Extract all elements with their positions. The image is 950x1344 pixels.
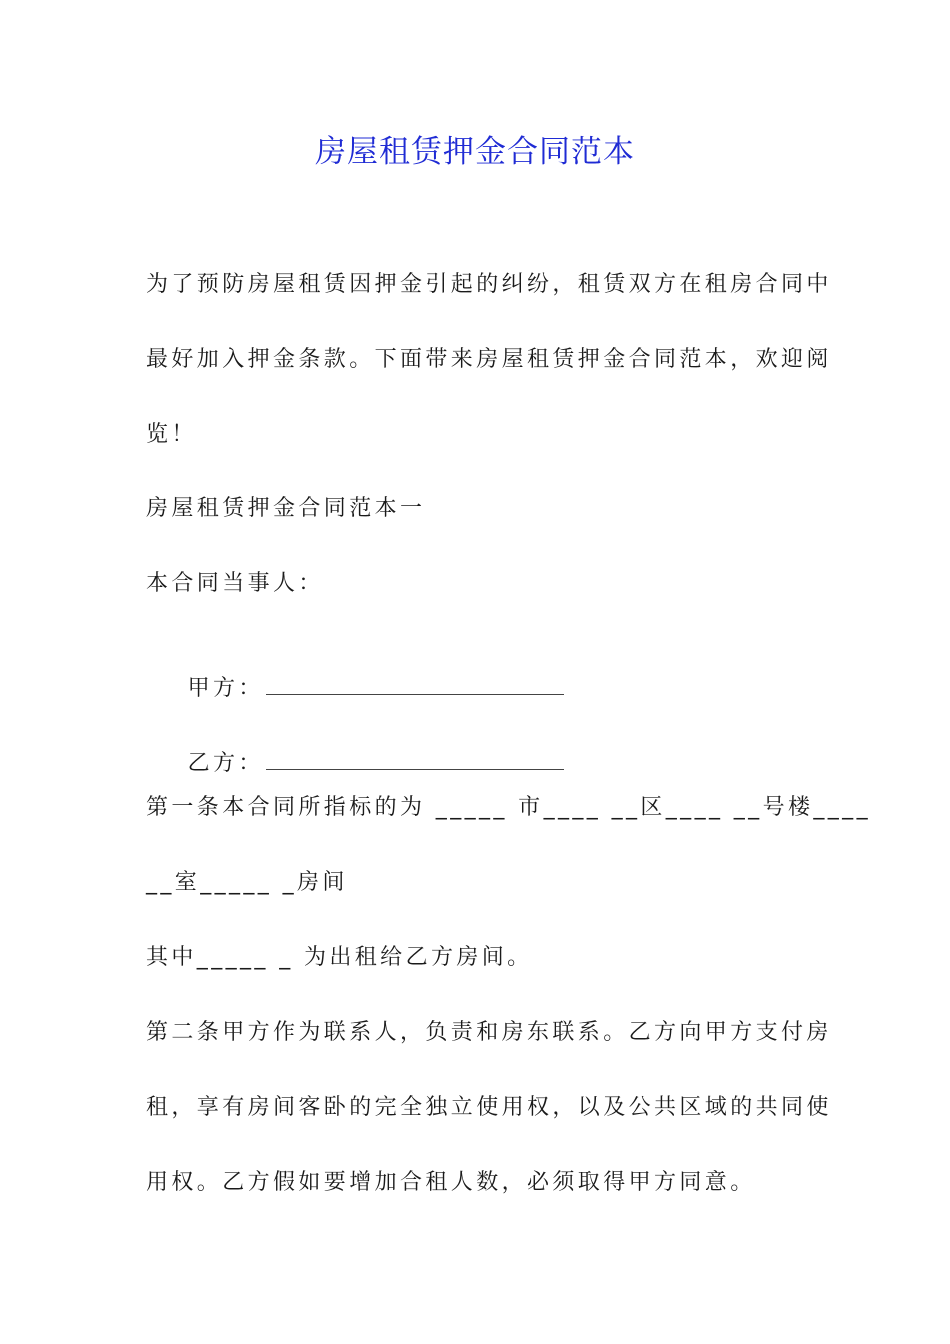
article-2-line-1: 第二条甲方作为联系人，负责和房东联系。乙方向甲方支付房 [146,1020,832,1045]
article-1-line-2: __室_____ _房间 [146,870,348,895]
intro-line-1: 为了预防房屋租赁因押金引起的纠纷，租赁双方在租房合同中 [146,272,832,297]
intro-line-2: 最好加入押金条款。下面带来房屋租赁押金合同范本，欢迎阅 [146,347,832,372]
party-a-label: 甲方： [187,676,264,701]
article-2-line-3: 用权。乙方假如要增加合租人数，必须取得甲方同意。 [146,1170,756,1195]
party-b-label: 乙方： [187,751,264,776]
article-1-line-1: 第一条本合同所指标的为 _____ 市____ __区____ __号楼____ [146,795,871,820]
document-title: 房屋租赁押金合同范本 [315,134,635,170]
section-heading: 房屋租赁押金合同范本一 [146,496,426,521]
intro-line-3: 览！ [146,422,197,447]
parties-heading: 本合同当事人： [146,571,324,596]
article-1-line-3: 其中_____ _ 为出租给乙方房间。 [146,945,533,970]
party-a-blank [266,676,564,695]
article-2-line-2: 租，享有房间客卧的完全独立使用权，以及公共区域的共同使 [146,1095,832,1120]
party-b-blank [266,751,564,770]
